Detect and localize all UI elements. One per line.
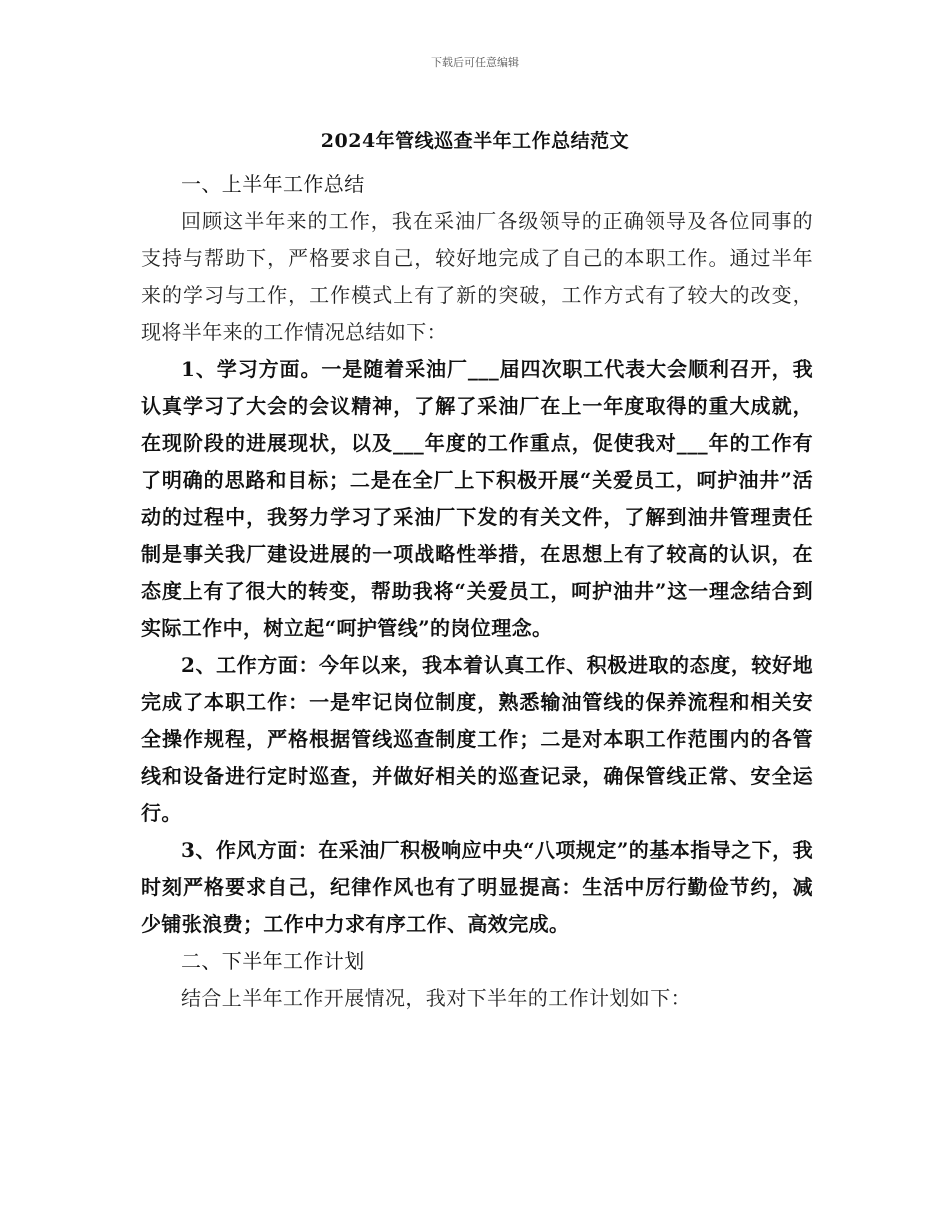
section-heading-first-half: 一、上半年工作总结 — [181, 172, 365, 196]
page-header-note: 下载后可任意编辑 — [431, 56, 519, 69]
document-title: 2024年管线巡查半年工作总结范文 — [320, 130, 630, 152]
paragraph-intro: 回顾这半年来的工作，我在采油厂各级领导的正确领导及各位同事的支持与帮助下，严格要求自己，较好地完成了自己的本职工作。通过半年来的学习与工作，工作模式上有了新的突破，工作方式有了较大的改变，现将半年来的工作情况总结如下： — [141, 209, 813, 344]
paragraph-study: 1、学习方面。一是随着采油厂___届四次职工代表大会顺利召开，我认真学习了大会的会议精神，了解了采油厂在上一年度取得的重大成就，在现阶段的进展现状，以及___年度的工作重点，促使我对___年的工作有了明确的思路和目标；二是在全厂上下积极开展“关爱员工，呵护油井”活动的过程中，我努力学习了采油厂下发的有关文件，了解到油井管理责任制是事关我厂建设进展的一项战略性举措，在思想上有了较高的认识，在态度上有了很大的转变，帮助我将“关爱员工，呵护油井”这一理念结合到实际工作中，树立起“呵护管线”的岗位理念。 — [141, 357, 813, 640]
paragraph-work: 2、工作方面：今年以来，我本着认真工作、积极进取的态度，较好地完成了本职工作：一是牢记岗位制度，熟悉输油管线的保养流程和相关安全操作规程，严格根据管线巡查制度工作；二是对本职工作范围内的各管线和设备进行定时巡查，并做好相关的巡查记录，确保管线正常、安全运行。 — [141, 653, 813, 825]
paragraph-plan-intro: 结合上半年工作开展情况，我对下半年的工作计划如下： — [181, 986, 691, 1010]
section-heading-second-half: 二、下半年工作计划 — [181, 949, 365, 973]
paragraph-conduct: 3、作风方面：在采油厂积极响应中央“八项规定”的基本指导之下，我时刻严格要求自己，纪律作风也有了明显提高：生活中厉行勤俭节约，减少铺张浪费；工作中力求有序工作、高效完成。 — [141, 838, 813, 936]
document-body — [141, 166, 813, 1017]
